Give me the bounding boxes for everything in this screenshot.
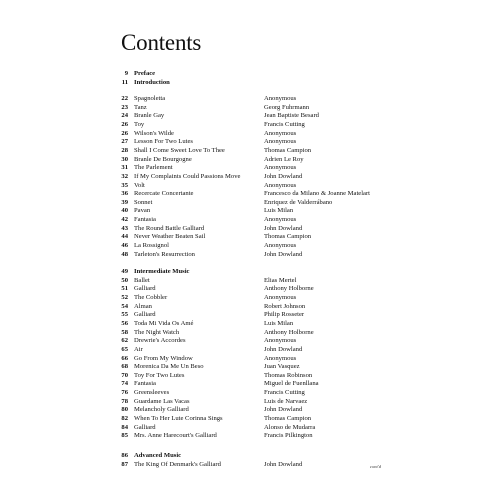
composer-name: John Dowland: [264, 460, 303, 468]
page-number: 82: [121, 415, 128, 423]
page-number: 28: [121, 146, 128, 154]
piece-title: Go From My Window: [134, 354, 193, 362]
page-number: 87: [121, 460, 128, 468]
page-number: 36: [121, 190, 128, 198]
page-number: 26: [121, 120, 128, 128]
composer-name: Alonso de Mudarra: [264, 423, 316, 431]
piece-title: Recercate Concertante: [134, 190, 194, 198]
page-number: 56: [121, 319, 128, 327]
page-number: 39: [121, 198, 128, 206]
piece-title: Fantasia: [134, 216, 156, 224]
piece-title: Greensleeves: [134, 389, 170, 397]
page-number: 23: [121, 103, 128, 111]
page-number: 31: [121, 164, 128, 172]
composer-name: Thomas Campion: [264, 233, 312, 241]
page-number: 32: [121, 172, 128, 180]
page-number: 80: [121, 406, 128, 414]
page-number: 74: [121, 380, 128, 388]
page-number: 84: [121, 423, 128, 431]
piece-title: The Cobbler: [134, 293, 168, 301]
composer-name: Anonymous: [264, 164, 297, 172]
piece-title: La Rossignol: [134, 242, 169, 250]
composer-name: Luis Milan: [264, 207, 294, 215]
composer-name: John Dowland: [264, 406, 303, 414]
composer-name: Anonymous: [264, 138, 297, 146]
page-number: 66: [121, 354, 128, 362]
composer-name: Francesco da Milano & Joanne Matelart: [264, 190, 371, 198]
composer-name: John Dowland: [264, 172, 303, 180]
page-number: 51: [121, 285, 128, 293]
piece-title: Branle Gay: [134, 112, 165, 120]
page-number: 50: [121, 276, 128, 284]
page-number: 65: [121, 345, 128, 353]
composer-name: Anonymous: [264, 242, 297, 250]
page-number: 52: [121, 293, 128, 301]
page-number: 54: [121, 302, 128, 310]
page-number: 58: [121, 328, 128, 336]
composer-name: Anonymous: [264, 95, 297, 102]
page-number: 44: [121, 233, 128, 241]
page-number: 11: [121, 78, 128, 86]
composer-name: John Dowland: [264, 224, 303, 232]
piece-title: Tarleton's Resurrection: [134, 250, 195, 258]
composer-name: Elias Mertel: [264, 276, 297, 284]
composer-name: Thomas Campion: [264, 146, 312, 154]
piece-title: Ballet: [134, 276, 150, 284]
piece-title: Galliard: [134, 423, 156, 431]
section-title: Intermediate Music: [134, 268, 190, 275]
piece-title: Tanz: [134, 103, 147, 111]
page-number: 27: [121, 138, 128, 146]
composer-name: Anonymous: [264, 354, 297, 362]
piece-title: Wilson's Wilde: [134, 129, 174, 137]
composer-name: Adrien Le Roy: [264, 155, 304, 163]
composer-name: Anonymous: [264, 216, 297, 224]
composer-name: John Dowland: [264, 250, 303, 258]
composer-name: Luis de Narvaez: [264, 397, 308, 405]
piece-title: Pavan: [134, 207, 151, 215]
piece-title: Toy For Two Lutes: [134, 371, 185, 379]
page-number: 22: [121, 95, 128, 102]
page-number: 78: [121, 397, 128, 405]
piece-title: Alman: [134, 302, 152, 310]
piece-title: Toda Mi Vida Os Amé: [134, 319, 194, 327]
page-number: 86: [121, 452, 128, 459]
page-number: 42: [121, 216, 128, 224]
composer-name: Georg Fuhrmann: [264, 103, 310, 111]
piece-title: Spagnoletta: [134, 95, 166, 102]
piece-title: Sonnet: [134, 198, 153, 206]
composer-name: Thomas Campion: [264, 415, 312, 423]
section-title: Preface: [134, 70, 156, 77]
composer-name: Francis Cutting: [264, 120, 305, 128]
page-number: 49: [121, 268, 128, 275]
section-title: Introduction: [134, 78, 170, 86]
page-number: 70: [121, 371, 128, 379]
piece-title: When To Her Lute Corinna Sings: [134, 415, 223, 423]
page-number: 24: [121, 112, 128, 120]
page-number: 30: [121, 155, 128, 163]
page-number: 62: [121, 337, 128, 345]
continued-note: cont'd: [370, 464, 381, 469]
piece-title: Shall I Come Sweet Love To Thee: [134, 146, 225, 154]
piece-title: Branle De Bourgogne: [134, 155, 192, 163]
composer-name: John Dowland: [264, 345, 303, 353]
page-number: 35: [121, 181, 128, 189]
piece-title: The King Of Denmark's Galliard: [134, 460, 221, 468]
composer-name: Francis Cutting: [264, 389, 305, 397]
composer-name: Francis Pilkington: [264, 432, 313, 440]
piece-title: The Round Battle Galliard: [134, 224, 205, 232]
composer-name: Philip Rosseter: [264, 311, 305, 319]
piece-title: Mrs. Anne Harecourt's Galliard: [134, 432, 217, 440]
composer-name: Luis Milan: [264, 319, 294, 327]
composer-name: Anonymous: [264, 181, 297, 189]
piece-title: Toy: [134, 120, 145, 128]
page-number: 43: [121, 224, 128, 232]
piece-title: Galliard: [134, 311, 156, 319]
page-title: Contents: [121, 30, 202, 55]
composer-name: Enriquez de Valderrábano: [264, 198, 333, 206]
composer-name: Anthony Holborne: [264, 285, 314, 293]
piece-title: Fantasia: [134, 380, 156, 388]
composer-name: Juan Vasquez: [264, 363, 300, 371]
piece-title: Air: [134, 345, 143, 353]
composer-name: Anonymous: [264, 337, 297, 345]
page-number: 9: [124, 70, 128, 77]
piece-title: Lesson For Two Lutes: [134, 138, 193, 146]
page-number: 68: [121, 363, 128, 371]
piece-title: Guardame Las Vacas: [134, 397, 190, 405]
piece-title: If My Complaints Could Passions Move: [134, 172, 241, 180]
piece-title: Melancholy Galliard: [134, 406, 189, 414]
piece-title: The Night Watch: [134, 328, 180, 336]
piece-title: Drewrie's Accordes: [134, 337, 186, 345]
page-number: 46: [121, 242, 128, 250]
piece-title: Galliard: [134, 285, 156, 293]
composer-name: Jean Baptiste Besard: [264, 112, 319, 120]
composer-name: Robert Johnson: [264, 302, 306, 310]
piece-title: Volt: [134, 181, 145, 189]
page-number: 40: [121, 207, 128, 215]
page-number: 85: [121, 432, 128, 440]
piece-title: Never Weather Beaten Sail: [134, 233, 206, 241]
piece-title: Morenica Da Me Un Beso: [134, 363, 204, 371]
piece-title: The Parlement: [134, 164, 173, 172]
page-number: 55: [121, 311, 128, 319]
page-number: 76: [121, 389, 128, 397]
composer-name: Anonymous: [264, 293, 297, 301]
composer-name: Miguel de Fuenllana: [264, 380, 319, 388]
composer-name: Thomas Robinson: [264, 371, 313, 379]
page-number: 26: [121, 129, 128, 137]
composer-name: Anthony Holborne: [264, 328, 314, 336]
composer-name: Anonymous: [264, 129, 297, 137]
page-number: 48: [121, 250, 128, 258]
section-title: Advanced Music: [134, 452, 182, 459]
